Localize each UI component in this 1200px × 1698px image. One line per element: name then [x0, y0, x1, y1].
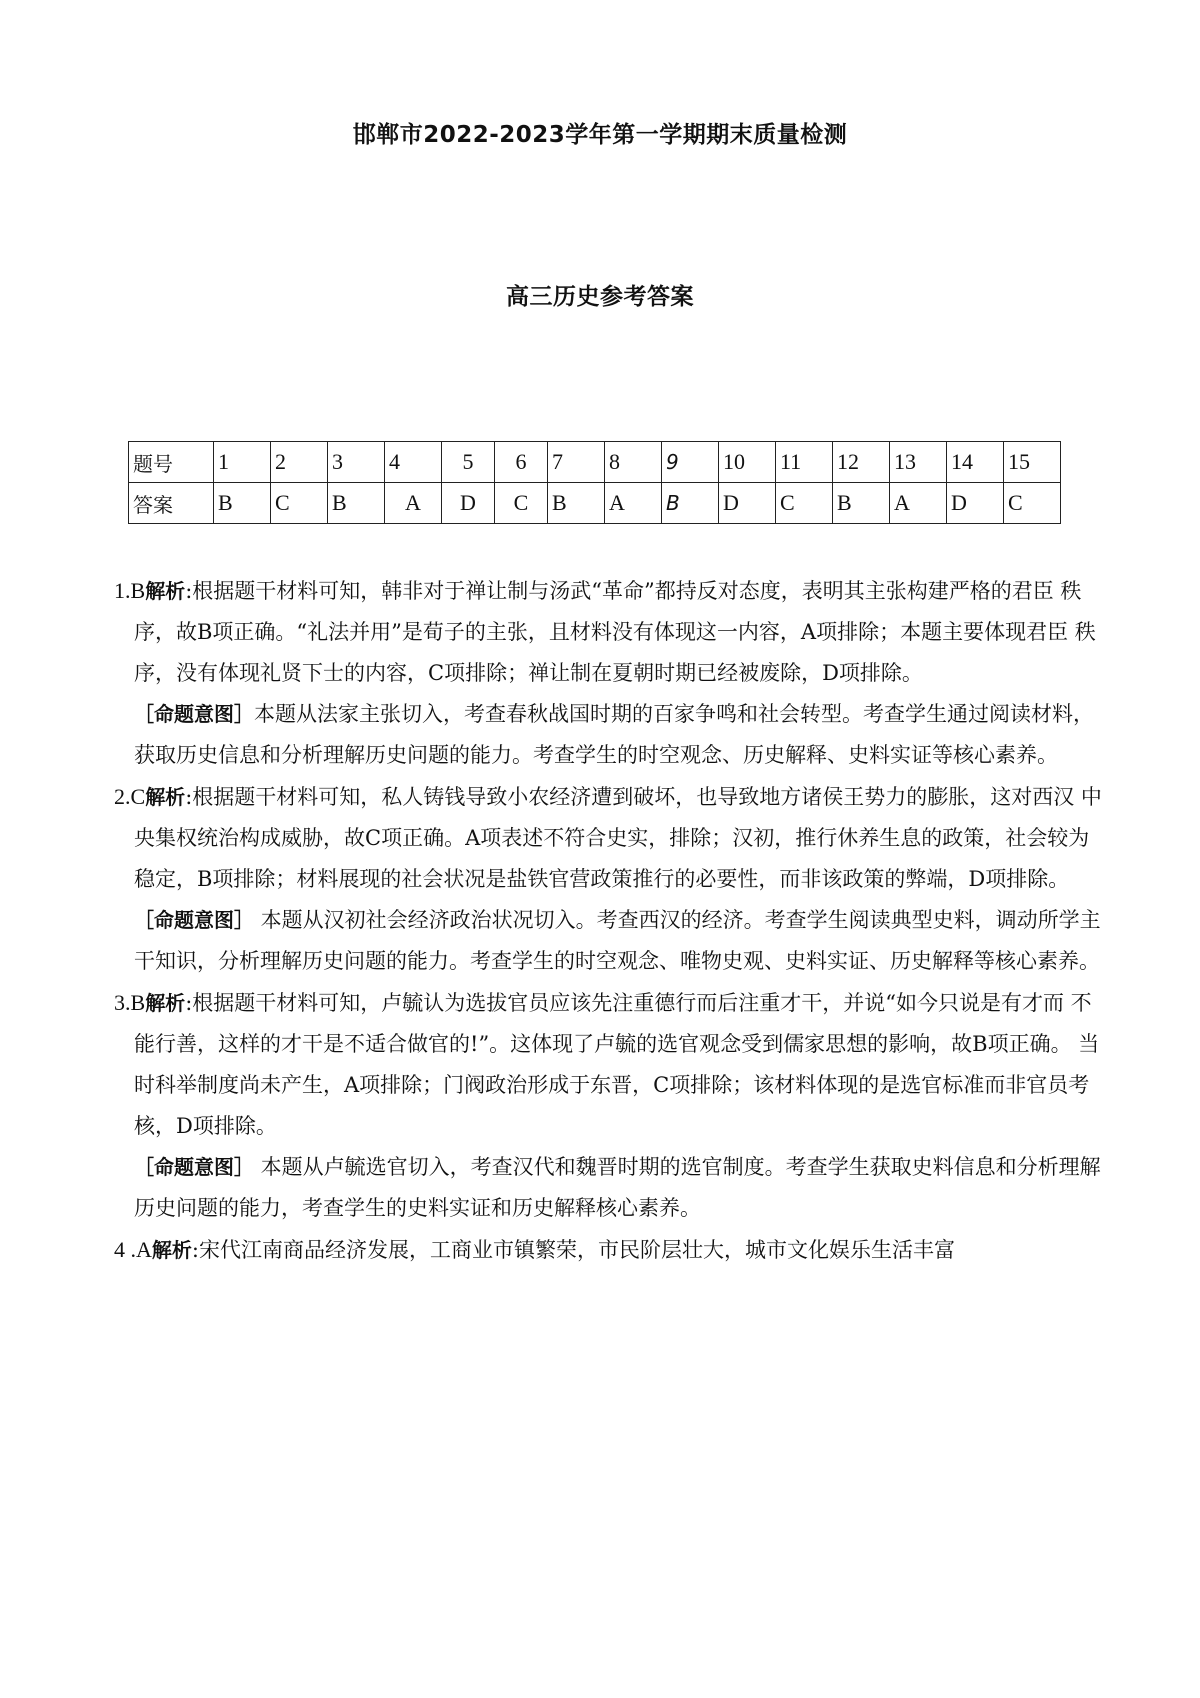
explanation-item-4	[114, 1229, 1104, 1271]
number-cell: 14	[947, 442, 1004, 483]
number-cell: 4	[385, 442, 442, 483]
number-cell: 11	[776, 442, 833, 483]
answer-cell: B	[662, 483, 719, 524]
answer-cell: C	[495, 483, 548, 524]
number-cell: 12	[833, 442, 890, 483]
analysis-label: 解析	[151, 1238, 192, 1262]
intent-item-3	[114, 1147, 1104, 1229]
number-cell: 6	[495, 442, 548, 483]
answer-cell: A	[605, 483, 662, 524]
analysis-text: :根据题干材料可知，私人铸钱导致小农经济遭到破坏，也导致地方诸侯王势力的膨胀，这对西汉 中央集权统治构成威胁，故C项正确。A项表述不符合史实，排除；汉初，推行休养生息的政策，社会较为 稳定，B项排除；材料展现的社会状况是盐铁官营政策推行的必要性，而非该政策的弊端，D项排除。	[134, 785, 1102, 891]
intent-text: 本题从法家主张切入，考查春秋战国时期的百家争鸣和社会转型。考查学生通过阅读材料， 获取历史信息和分析理解历史问题的能力。考查学生的时空观念、历史解释、史料实证等核心素养。	[134, 702, 1094, 767]
answer-cell: B	[328, 483, 385, 524]
table-row-numbers	[129, 442, 1061, 483]
answer-cell: D	[719, 483, 776, 524]
intent-text: 本题从卢毓选官切入，考查汉代和魏晋时期的选官制度。考查学生获取史料信息和分析理解 历史问题的能力，考查学生的史料实证和历史解释核心素养。	[134, 1155, 1101, 1220]
intent-label: ［命题意图］	[134, 908, 254, 932]
item-number: 1.B	[114, 578, 146, 603]
answer-cell: A	[385, 483, 442, 524]
answer-table	[128, 441, 1061, 524]
explanation-item-1	[114, 570, 1104, 694]
number-cell: 2	[271, 442, 328, 483]
answer-cell: D	[947, 483, 1004, 524]
answer-cell: B	[548, 483, 605, 524]
analysis-text: :根据题干材料可知，卢毓认为选拔官员应该先注重德行而后注重才干，并说“如今只说是有才而 不能行善，这样的才干是不适合做官的!”。这体现了卢毓的选官观念受到儒家思想的影响，故B项正确。 当时科举制度尚未产生，A项排除；门阀政治形成于东晋，C项排除；该材料体现的是选官标准而非官员考 核，D项排除。	[134, 991, 1100, 1138]
answer-explanations	[114, 570, 1104, 1271]
table-row-answers	[129, 483, 1061, 524]
answer-cell: C	[271, 483, 328, 524]
analysis-text: :根据题干材料可知，韩非对于禅让制与汤武“革命”都持反对态度，表明其主张构建严格的君臣 秩序，故B项正确。“礼法并用”是荀子的主张，且材料没有体现这一内容，A项排除；本题主要体现君臣 秩序，没有体现礼贤下士的内容，C项排除；禅让制在夏朝时期已经被废除，D项排除。	[134, 579, 1096, 685]
item-number: 4 .A	[114, 1237, 152, 1262]
explanation-item-3	[114, 982, 1104, 1147]
analysis-text: :宋代江南商品经济发展，工商业市镇繁荣，市民阶层壮大，城市文化娱乐生活丰富	[191, 1238, 955, 1262]
explanation-item-2	[114, 776, 1104, 900]
answer-cell: D	[442, 483, 495, 524]
number-cell: 5	[442, 442, 495, 483]
answer-cell: A	[890, 483, 947, 524]
number-cell: 3	[328, 442, 385, 483]
intent-item-2	[114, 900, 1104, 982]
answer-cell: B	[214, 483, 271, 524]
intent-item-1	[114, 694, 1104, 776]
number-cell: 10	[719, 442, 776, 483]
page-title: 邯郸市2022-2023学年第一学期期末质量检测	[352, 122, 848, 148]
number-cell: 13	[890, 442, 947, 483]
intent-label: ［命题意图］	[134, 1155, 254, 1179]
intent-text: 本题从汉初社会经济政治状况切入。考查西汉的经济。考查学生阅读典型史料，调动所学主干知识，分析理解历史问题的能力。考查学生的时空观念、唯物史观、史料实证、历史解释等核心素养。	[134, 908, 1101, 973]
item-number: 3.B	[114, 990, 146, 1015]
number-cell: 1	[214, 442, 271, 483]
number-cell: 7	[548, 442, 605, 483]
analysis-label: 解析	[145, 579, 186, 603]
number-cell: 9	[662, 442, 719, 483]
page-subtitle: 高三历史参考答案	[506, 284, 694, 310]
row-label-answers: 答案	[129, 483, 214, 524]
analysis-label: 解析	[145, 991, 186, 1015]
number-cell: 8	[605, 442, 662, 483]
row-label-numbers: 题号	[129, 442, 214, 483]
answer-cell: B	[833, 483, 890, 524]
number-cell: 15	[1004, 442, 1061, 483]
answer-cell: C	[1004, 483, 1061, 524]
answer-cell: C	[776, 483, 833, 524]
intent-label: ［命题意图］	[134, 702, 254, 726]
item-number: 2.C	[114, 784, 146, 809]
analysis-label: 解析	[145, 785, 186, 809]
